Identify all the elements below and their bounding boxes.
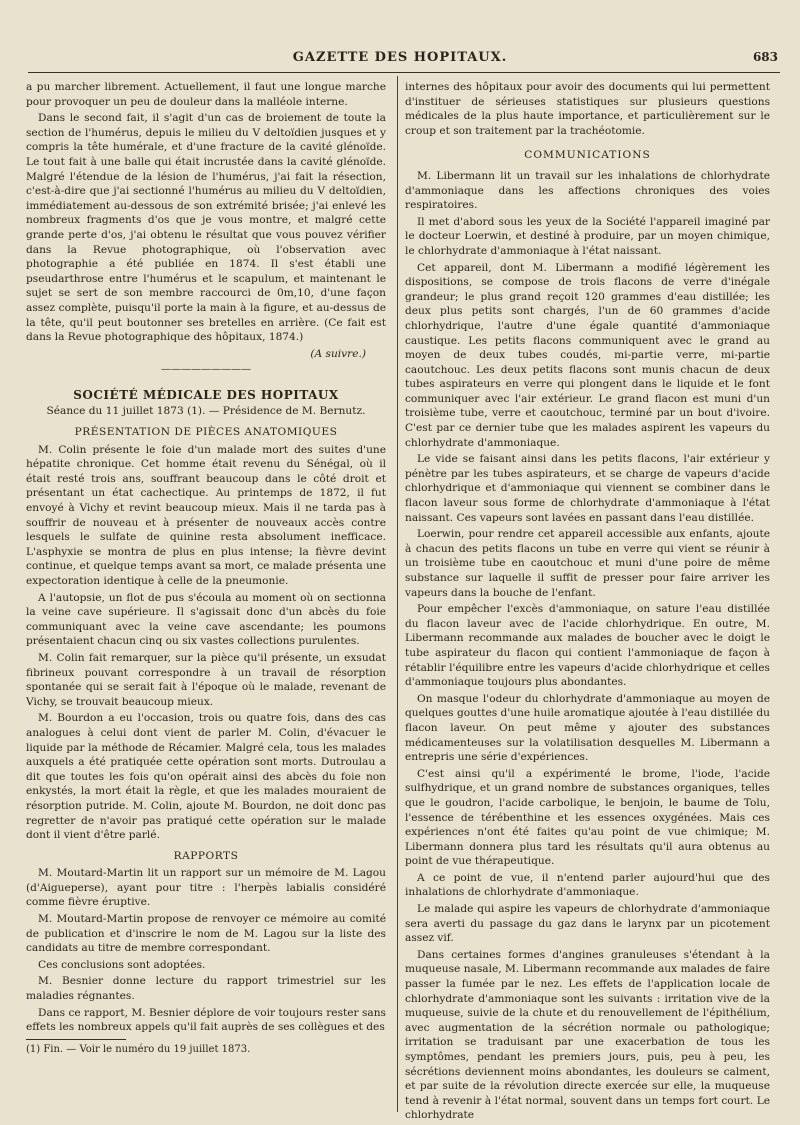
page-title: GAZETTE DES HOPITAUX. (292, 50, 508, 65)
paragraph: M. Bourdon a eu l'occasion, trois ou quatre fois, dans des cas analogues à celui dont vient de parler M. Colin, d'évacuer le liquide par la méthode de Récamier. Malgré cela, tous les malades auxquels a été pratiquée cette opération sont morts. Dutroulau a dit que toutes les fois qu'on opérait ainsi des abcès du foie non enkystés, la mort était la règle, et que les malades mouraient de résorption putride. M. Colin, ajoute M. Bourdon, ne doit donc pas regretter de n'avoir pas pratiqué cette opération sur le malade dont il vient d'être parlé. (26, 712, 386, 842)
column-divider (397, 76, 398, 1112)
paragraph: Il met d'abord sous les yeux de la Société l'appareil imaginé par le docteur Loerwin, et destiné à produire, par un moyen chimique, le chlorhydrate d'ammoniaque à l'état naissant. (405, 215, 770, 257)
section-ornament: ————————— (161, 364, 251, 376)
paragraph: A ce point de vue, il n'entend parler aujourd'hui que des inhalations de chlorhydrate d'ammoniaque. (405, 871, 770, 899)
page-number: 683 (752, 50, 778, 64)
paragraph: Cet appareil, dont M. Libermann a modifié légèrement les dispositions, se compose de trois flacons de verre d'inégale grandeur; le plus grand reçoit 120 grammes d'eau distillée; les deux plus petits sont chargés, l'un de 60 grammes d'acide chlorhydrique, l'autre d'une égale quantité d'ammoniaque caustique. Les petits flacons communiquent avec le grand au moyen de deux tubes coudés, mi-partie verre, mi-partie caoutchouc. Les deux petits flacons sont munis chacun de deux tubes aspirateurs en verre qui plongent dans le liquide et le font communiquer avec l'air extérieur. Le grand flacon est muni d'un troisième tube, verre et caoutchouc, terminé par un bout d'ivoire. C'est par ce dernier tube que les malades aspirent les vapeurs du chlorhydrate d'ammoniaque. (405, 261, 770, 449)
paragraph: a pu marcher librement. Actuellement, il faut une longue marche pour provoquer un peu de douleur dans la malléole interne. (26, 81, 386, 108)
paragraph: A l'autopsie, un flot de pus s'écoula au moment où on sectionna la veine cave supérieure. Il s'agissait donc d'un abcès du foie communiquant avec la veine cave ascendante; les poumons présentaient chacun cinq ou six vastes collections purulentes. (26, 591, 386, 648)
right-column (405, 80, 770, 1122)
paragraph: Le vide se faisant ainsi dans les petits flacons, l'air extérieur y pénètre par les tubes aspirateurs, et se charge de vapeurs d'acide chlorhydrique et d'ammoniaque qui viennent se combiner dans le flacon laveur sous forme de chlorhydrate d'ammoniaque à l'état naissant. Ces vapeurs sont lavées en passant dans l'eau distillée. (405, 453, 770, 524)
footnote: (1) Fin. — Voir le numéro du 19 juillet 1873. (26, 1043, 251, 1055)
paragraph: internes des hôpitaux pour avoir des documents qui lui permettent d'instituer de sérieuses statistiques sur plusieurs questions médicales de la plus haute importance, et particulièrement sur le croup et son traitement par la trachéotomie. (405, 81, 770, 137)
paragraph: M. Colin présente le foie d'un malade mort des suites d'une hépatite chronique. Cet homme était revenu du Sénégal, où il était resté trois ans, souffrant beaucoup dans le côté droit et présentant un état cachectique. Au printemps de 1872, il fut envoyé à Vichy et revint beaucoup mieux. Mais il ne tarda pas à souffrir de nouveau et à présenter de nouveaux accès contre lesquels le sulfate de quinine resta absolument inefficace. L'asphyxie se montra de plus en plus intense; la fièvre devint continue, et quelque temps avant sa mort, ce malade présenta une expectoration identique à celle de la pneumonie. (26, 443, 386, 587)
subhead-pieces: PRÉSENTATION DE PIÈCES ANATOMIQUES (74, 426, 338, 439)
header-rule (28, 72, 780, 73)
paragraph: Dans le second fait, il s'agit d'un cas de broiement de toute la section de l'humérus, depuis le milieu du V deltoïdien jusques et y compris la tête humérale, et d'une fracture de la cavité glénoïde. Le tout fait à une balle qui était incrustée dans la cavité glénoïde. Malgré l'étendue de la lésion de l'humérus, j'ai fait la résection, c'est-à-dire que j'ai sectionné l'humérus au milieu du V deltoïdien, immédiatement au-dessous de son extrémité brisée; j'ai enlevé les nombreux fragments d'os que je vous montre, et malgré cette grande perte d'os, j'ai obtenu le résultat que vous pouvez vérifier dans la Revue photographique, où l'observation avec photographie a été publiée en 1874. Il s'est établi une pseudarthrose entre l'humérus et le scapulum, et maintenant le sujet se sert de son membre raccourci de 0m,10, d'une façon assez complète, puisqu'il porte la main à la figure, et au-dessus de la tête, qu'il peut boutonner ses bretelles en arrière. (Ce fait est dans la Revue photographique des hôpitaux, 1874.) (26, 112, 386, 344)
page-header (0, 50, 800, 70)
session-line: Séance du 11 juillet 1873 (1). — Présidence de M. Bernutz. (46, 405, 366, 418)
society-title: SOCIÉTÉ MÉDICALE DES HOPITAUX (73, 387, 339, 402)
paragraph: C'est ainsi qu'il a expérimenté le brome, l'iode, l'acide sulfhydrique, et un grand nombre de substances organiques, telles que le goudron, l'acide carbolique, le benjoin, le baume de Tolu, l'essence de térébenthine et les essences oxygénées. Mais ces expériences n'ont été faites qu'au point de vue chimique; M. Libermann donnera plus tard les résultats qu'il aura obtenus au point de vue thérapeutique. (405, 767, 770, 868)
to-be-continued: (A suivre.) (310, 347, 366, 360)
paragraph: M. Moutard-Martin lit un rapport sur un mémoire de M. Lagou (d'Aigueperse), ayant pour titre : l'herpès labialis considéré comme fièvre éruptive. (26, 867, 386, 909)
paragraph: Dans certaines formes d'angines granuleuses s'étendant à la muqueuse nasale, M. Libermann recommande aux malades de faire passer la fumée par le nez. Les effets de l'application locale de chlorhydrate d'ammoniaque sont les suivants : irritation vive de la muqueuse, suivie de la chute et du renouvellement de l'épithélium, avec augmentation de la sécrétion normale ou pathologique; irritation se traduisant par une exacerbation de tous les symptômes, pendant les premiers jours, puis, peu à peu, les sécrétions deviennent moins abondantes, les douleurs se calment, et par suite de la révolution directe exercée sur elle, la muqueuse tend à revenir à l'état normal, souvent dans un temps fort court. Le chlorhydrate (405, 948, 770, 1122)
left-column (26, 80, 386, 1110)
paragraph: M. Libermann lit un travail sur les inhalations de chlorhydrate d'ammoniaque dans les affections chroniques des voies respiratoires. (405, 169, 770, 212)
subhead-rapports: RAPPORTS (173, 849, 239, 862)
paragraph: M. Moutard-Martin propose de renvoyer ce mémoire au comité de publication et d'inscrire le nom de M. Lagou sur la liste des candidats au titre de membre correspondant. (26, 913, 386, 955)
paragraph: On masque l'odeur du chlorhydrate d'ammoniaque au moyen de quelques gouttes d'une huile aromatique ajoutée à l'eau distillée du flacon laveur. On peut même y ajouter des substances médicamenteuses sur la volatilisation desquelles M. Libermann a entrepris une série d'expériences. (405, 692, 770, 764)
paragraph: Le malade qui aspire les vapeurs de chlorhydrate d'ammoniaque sera averti du passage du gaz dans le larynx par un picotement assez vif. (405, 903, 770, 945)
paragraph: Ces conclusions sont adoptées. (38, 958, 206, 971)
paragraph: Pour empêcher l'excès d'ammoniaque, on sature l'eau distillée du flacon laveur avec de l'acide chlorhydrique. En outre, M. Libermann recommande aux malades de boucher avec le doigt le tube aspirateur du flacon qui contient l'ammoniaque de façon à rétablir l'équilibre entre les vapeurs d'acide chlorhydrique et celles d'ammoniaque toujours plus abondantes. (405, 603, 770, 689)
communications-title: COMMUNICATIONS (524, 149, 651, 162)
paragraph: M. Colin fait remarquer, sur la pièce qu'il présente, un exsudat fibrineux pouvant correspondre à un travail de résorption spontanée qui se serait fait à l'époque où le malade, revenant de Vichy, se trouvait beaucoup mieux. (26, 651, 386, 708)
footnote-rule (26, 1039, 126, 1040)
paragraph: Dans ce rapport, M. Besnier déplore de voir toujours rester sans effets les nombreux appels qu'il fait auprès de ses collègues et des (26, 1006, 386, 1034)
paragraph: M. Besnier donne lecture du rapport trimestriel sur les maladies régnantes. (26, 975, 386, 1003)
paragraph: Loerwin, pour rendre cet appareil accessible aux enfants, ajoute à chacun des petits flacons un tube en verre qui vient se réunir à un troisième tube en caoutchouc et muni d'une poire de même substance sur laquelle il suffit de presser pour faire arriver les vapeurs dans la bouche de l'enfant. (405, 528, 770, 599)
